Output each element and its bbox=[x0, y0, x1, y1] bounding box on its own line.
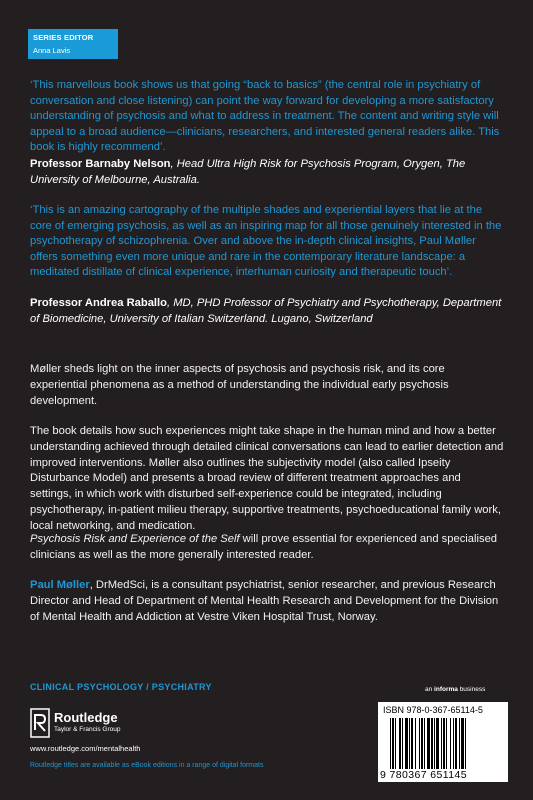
informa-brand: informa bbox=[434, 686, 458, 693]
endorser-affiliation-2: , MD, PHD Professor of Psychiatry and Psychotherapy, Department of Biomedicine, University of Italian Switzerland. Lugano, Switzerland bbox=[30, 297, 502, 325]
book-title: Psychosis Risk and Experience of the Self bbox=[30, 533, 240, 545]
informa-note: an informa business bbox=[425, 686, 486, 693]
publisher-group: Taylor & Francis Group bbox=[54, 726, 121, 733]
endorser-name-1: Professor Barnaby Nelson bbox=[30, 158, 171, 170]
endorser-name-2: Professor Andrea Raballo bbox=[30, 297, 167, 309]
publisher-url: www.routledge.com/mentalhealth bbox=[30, 744, 141, 753]
endorsement-attribution-1 bbox=[30, 157, 505, 188]
description-paragraph-2: The book details how such experiences might take shape in the human mind and how a better understanding achieved through detailed clinical conversations can lead to earlier detection and improved interventions. Møller also outlines the subjectivity model (also called Ipseity Disturbance Model) and presents a broad review of different treatment approaches and settings, in which work with disturbed self-experience could be integrated, including psychotherapy, in-patient milieu therapy, supportive treatments, psychoeducational family work, local networking, and medication. bbox=[30, 425, 504, 532]
isbn-label: ISBN 978-0-367-65114-5 bbox=[383, 705, 483, 715]
description-paragraph-1: Møller sheds light on the inner aspects of psychosis and psychosis risk, and its core experiential phenomena as a method of understanding the individual early psychosis development. bbox=[30, 363, 449, 407]
barcode-box bbox=[378, 702, 508, 782]
series-editor-name: Anna Lavis bbox=[33, 46, 71, 55]
barcode-icon bbox=[390, 718, 502, 772]
publisher-logo bbox=[30, 708, 140, 744]
endorser-affiliation-1: , Head Ultra High Risk for Psychosis Program, Orygen, The University of Melbourne, Australia. bbox=[30, 158, 466, 186]
author-bio-text: , DrMedSci, is a consultant psychiatrist, senior researcher, and previous Research Director and Head of Department of Mental Health Research and Development for the Division of Mental Health and Addiction at Vestre Viken Hospital Trust, Norway. bbox=[30, 579, 499, 623]
series-editor-box bbox=[28, 29, 118, 59]
endorsement-quote-1: ‘This marvellous book shows us that going “back to basics” (the central role in psychiatry of conversation and close listening) can point the way forward for developing a more satisfactory understanding of psychosis and what to address in treatment. The content and writing style will appeal to a broad audience—clinicians, researchers, and interested general readers alike. This book is highly recommend’. bbox=[30, 79, 500, 154]
description-paragraph-3 bbox=[30, 532, 505, 564]
author-name: Paul Møller bbox=[30, 579, 90, 591]
paragraph-3-text: will prove essential for experienced and specialised clinicians as well as the more generally interested reader. bbox=[30, 533, 498, 561]
ebook-note: Routledge titles are available as eBook editions in a range of digital formats bbox=[30, 762, 264, 769]
series-editor-label: SERIES EDITOR bbox=[33, 33, 94, 42]
endorsement-attribution-2 bbox=[30, 296, 505, 327]
endorsement-quote-2: ‘This is an amazing cartography of the multiple shades and experiential layers that lie at the core of emerging psychosis, as well as an inspiring map for all those genuinely interested in the psychotherapy of schizophrenia. Over and above the in-depth clinical insights, Paul Møller offers something even more unique and rare in the contemporary literature landscape: a meditated distillate of clinical experience, interhuman curiosity and therapeutic touch’. bbox=[30, 204, 502, 279]
subject-category: CLINICAL PSYCHOLOGY / PSYCHIATRY bbox=[30, 682, 212, 692]
publisher-name: Routledge bbox=[54, 710, 118, 725]
barcode-digits: 9 780367 651145 bbox=[380, 769, 506, 781]
routledge-logo-icon bbox=[30, 708, 50, 738]
author-bio bbox=[30, 578, 505, 625]
